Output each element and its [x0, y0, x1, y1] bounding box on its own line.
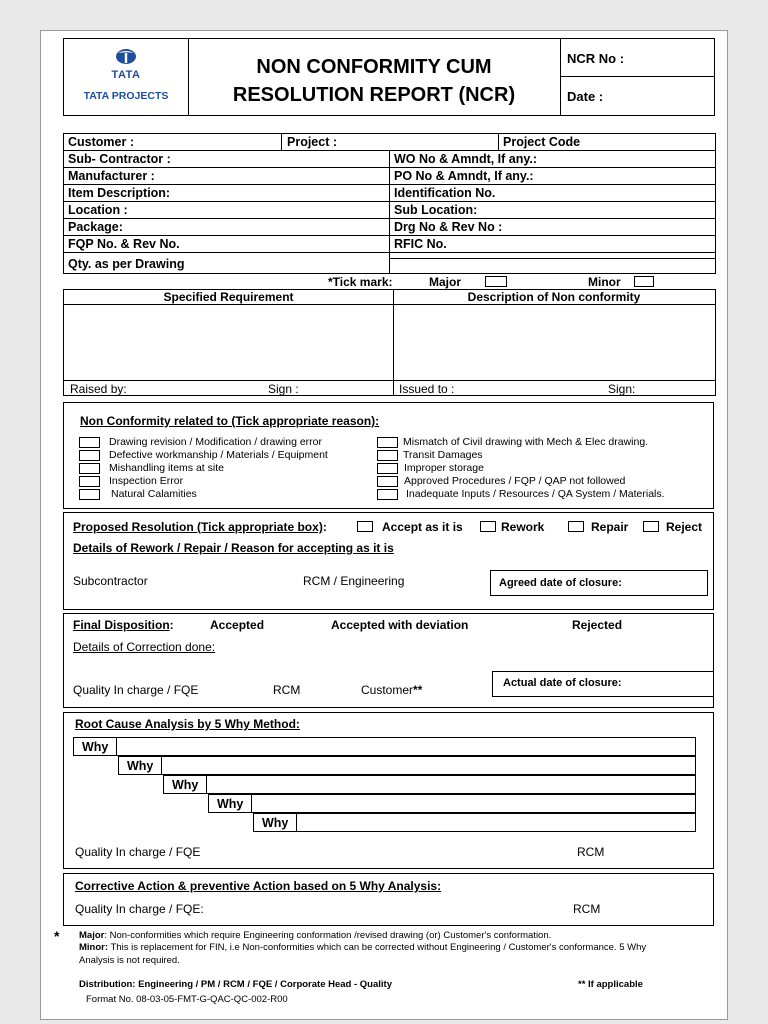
rcm-engineering-sign-label: RCM / Engineering — [303, 574, 405, 588]
ncr-form-page — [40, 30, 728, 1020]
nc-description-header: Description of Non conformity — [467, 290, 641, 304]
accepted-with-deviation-option[interactable]: Accepted with deviation — [331, 618, 469, 632]
nc-reason-section — [63, 402, 714, 509]
qty-field[interactable]: Qty. as per Drawing — [68, 257, 185, 271]
rca-quality-incharge-label: Quality In charge / FQE — [75, 845, 201, 859]
sign-field[interactable]: Sign : — [268, 382, 299, 396]
wo-no-field[interactable]: WO No & Amndt, If any.: — [394, 152, 538, 166]
final-disposition-colon: : — [169, 618, 174, 632]
rework-checkbox[interactable] — [480, 521, 496, 532]
format-number: Format No. 08-03-05-FMT-G-QAC-QC-002-R00 — [86, 994, 288, 1005]
minor-checkbox[interactable] — [634, 276, 654, 287]
repair-label: Repair — [591, 520, 629, 534]
minor-label: Minor — [588, 275, 621, 289]
why-label: Why — [163, 775, 207, 794]
logo-brand: TATA — [111, 69, 141, 81]
why-label: Why — [208, 794, 252, 813]
agreed-date-label: Agreed date of closure: — [499, 577, 622, 589]
notes-major-text: : Non-conformities which require Engineering conformation /revised drawing (or) Customer's conformation. — [104, 930, 552, 941]
reason-label: Drawing revision / Modification / drawing error — [109, 436, 322, 448]
sign-field[interactable]: Sign: — [608, 382, 636, 396]
reason-checkbox[interactable] — [377, 476, 398, 487]
correction-details-label: Details of Correction done: — [73, 640, 216, 654]
resolution-title: Proposed Resolution (Tick appropriate box) — [73, 520, 323, 534]
rework-label: Rework — [501, 520, 545, 534]
nc-description-area[interactable] — [395, 306, 714, 379]
notes-major — [79, 930, 699, 942]
customer-footnote-mark: ** — [413, 683, 423, 697]
po-no-field[interactable]: PO No & Amndt, If any.: — [394, 169, 534, 183]
reason-checkbox[interactable] — [377, 489, 398, 500]
project-code-field[interactable]: Project Code — [503, 135, 581, 149]
reject-checkbox[interactable] — [643, 521, 659, 532]
customer-label — [361, 683, 422, 697]
project-field[interactable]: Project : — [287, 135, 338, 149]
proposed-resolution-section — [63, 512, 714, 610]
major-label: Major — [429, 275, 462, 289]
agreed-date-field[interactable] — [490, 570, 708, 596]
final-disposition-section — [63, 613, 714, 708]
raised-by-field[interactable]: Raised by: — [70, 382, 127, 396]
info-row — [63, 167, 716, 184]
reason-checkbox[interactable] — [79, 489, 100, 500]
subcontractor-sign-label: Subcontractor — [73, 574, 148, 588]
reason-checkbox[interactable] — [79, 463, 100, 474]
identification-no-field[interactable]: Identification No. — [394, 186, 496, 200]
tata-logo-icon — [115, 48, 137, 65]
reason-checkbox[interactable] — [377, 450, 398, 461]
reason-label: Improper storage — [404, 462, 484, 474]
notes-minor-text: This is replacement for FIN, i.e Non-conformities which can be corrected without Engineering / Customer's conformance. 5 Why Analysis is not required. — [79, 942, 647, 966]
fqp-no-field[interactable]: FQP No. & Rev No. — [68, 237, 180, 251]
reason-label: Natural Calamities — [111, 488, 197, 500]
package-field[interactable]: Package: — [68, 220, 123, 234]
notes-minor — [79, 942, 669, 967]
info-row — [63, 201, 716, 218]
reason-checkbox[interactable] — [79, 450, 100, 461]
resolution-title-row — [73, 520, 327, 534]
tick-mark-label: *Tick mark: — [328, 275, 393, 289]
reason-checkbox[interactable] — [79, 437, 100, 448]
specified-requirement-header: Specified Requirement — [163, 290, 294, 304]
info-row — [63, 184, 716, 201]
rca-rcm-label: RCM — [577, 845, 605, 859]
customer-field[interactable]: Customer : — [68, 135, 134, 149]
info-row — [63, 150, 716, 167]
rcm-label: RCM — [273, 683, 301, 697]
quality-incharge-label: Quality In charge / FQE — [73, 683, 199, 697]
tata-logo — [64, 39, 188, 115]
reason-label: Inspection Error — [109, 475, 184, 487]
reason-label: Inadequate Inputs / Resources / QA System / Materials. — [406, 488, 665, 500]
why-label: Why — [118, 756, 162, 775]
info-row — [63, 252, 716, 274]
location-field[interactable]: Location : — [68, 203, 128, 217]
why-label: Why — [253, 813, 297, 832]
subcontractor-field[interactable]: Sub- Contractor : — [68, 152, 171, 166]
reason-label: Mismatch of Civil drawing with Mech & Elec drawing. — [403, 436, 649, 448]
rejected-option[interactable]: Rejected — [572, 618, 623, 632]
final-disposition-title: Final Disposition — [73, 618, 170, 632]
actual-date-field[interactable] — [492, 671, 714, 697]
logo-subtext: TATA PROJECTS — [83, 90, 169, 102]
reason-checkbox[interactable] — [79, 476, 100, 487]
if-applicable-note: ** If applicable — [578, 979, 643, 990]
accepted-option[interactable]: Accepted — [210, 618, 265, 632]
why-answer-2[interactable] — [161, 756, 696, 775]
reason-checkbox[interactable] — [377, 437, 398, 448]
why-label: Why — [73, 737, 117, 756]
customer-text: Customer — [361, 683, 414, 697]
actual-date-label: Actual date of closure: — [503, 677, 622, 689]
info-row — [63, 218, 716, 235]
sub-location-field[interactable]: Sub Location: — [394, 203, 478, 217]
rework-details-label: Details of Rework / Repair / Reason for accepting as it is — [73, 541, 394, 555]
notes-minor-label: Minor: — [79, 942, 109, 953]
item-description-field[interactable]: Item Description: — [68, 186, 171, 200]
why-answer-3[interactable] — [206, 775, 696, 794]
date-field[interactable]: Date : — [567, 89, 604, 104]
info-row-customer — [63, 133, 716, 150]
info-row — [63, 235, 716, 252]
repair-checkbox[interactable] — [568, 521, 584, 532]
requirement-table — [63, 289, 716, 396]
distribution-line: Distribution: Engineering / PM / RCM / FQE / Corporate Head - Quality — [79, 979, 392, 990]
form-title-line1: NON CONFORMITY CUM — [256, 56, 492, 78]
why-answer-5[interactable] — [296, 813, 696, 832]
header-table — [63, 38, 715, 116]
accept-as-is-checkbox[interactable] — [357, 521, 373, 532]
notes-major-label: Major — [79, 930, 105, 941]
disposition-title-row — [73, 618, 174, 632]
reason-label: Approved Procedures / FQP / QAP not followed — [404, 475, 626, 487]
rca-title: Root Cause Analysis by 5 Why Method: — [75, 717, 300, 731]
notes-asterisk: * — [54, 928, 60, 944]
issued-to-field[interactable]: Issued to : — [399, 382, 455, 396]
reject-label: Reject — [666, 520, 703, 534]
reason-label: Mishandling items at site — [109, 462, 224, 474]
accept-as-is-label: Accept as it is — [382, 520, 463, 534]
reason-label: Defective workmanship / Materials / Equipment — [109, 449, 328, 461]
ncr-number-field[interactable]: NCR No : — [567, 51, 625, 66]
reason-label: Transit Damages — [403, 449, 483, 461]
major-checkbox[interactable] — [485, 276, 507, 287]
why-answer-1[interactable] — [116, 737, 696, 756]
capa-section — [63, 873, 714, 926]
specified-requirement-area[interactable] — [65, 306, 392, 379]
nc-reason-title: Non Conformity related to (Tick appropriate reason): — [80, 414, 380, 428]
form-title-line2: RESOLUTION REPORT (NCR) — [232, 84, 516, 106]
why-answer-4[interactable] — [251, 794, 696, 813]
capa-title: Corrective Action & preventive Action based on 5 Why Analysis: — [75, 879, 442, 893]
reason-checkbox[interactable] — [377, 463, 398, 474]
root-cause-section — [63, 712, 714, 869]
capa-quality-incharge-label: Quality In charge / FQE: — [75, 902, 204, 916]
resolution-title-colon: : — [322, 520, 327, 534]
drg-no-field[interactable]: Drg No & Rev No : — [394, 220, 503, 234]
manufacturer-field[interactable]: Manufacturer : — [68, 169, 155, 183]
rfic-no-field[interactable]: RFIC No. — [394, 237, 447, 251]
capa-rcm-label: RCM — [573, 902, 601, 916]
